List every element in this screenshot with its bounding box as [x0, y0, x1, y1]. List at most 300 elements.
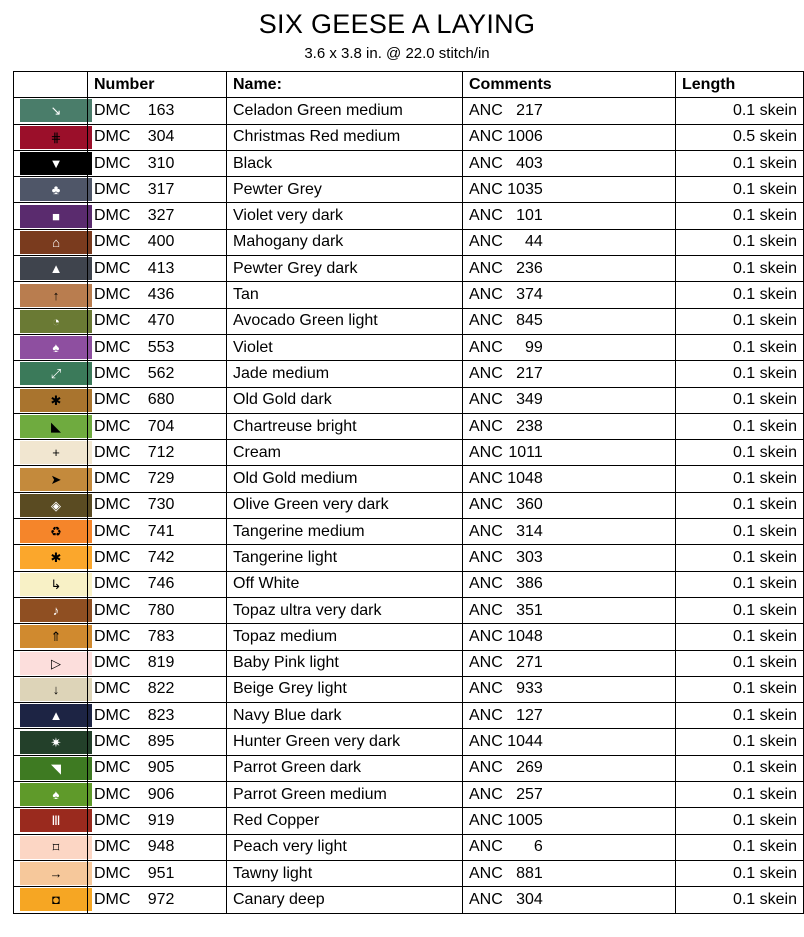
- thread-name: Canary deep: [227, 887, 463, 913]
- stitch-symbol-icon: ✱: [50, 550, 62, 566]
- anchor-prefix: ANC: [469, 759, 503, 777]
- thread-number: 746: [147, 575, 175, 593]
- thread-name: Cream: [227, 440, 463, 466]
- anchor-number: 271: [516, 654, 543, 672]
- stitch-symbol-icon: ■: [52, 208, 60, 224]
- color-swatch: [20, 704, 92, 727]
- comments-cell: [463, 597, 676, 623]
- anchor-number: 1048: [507, 627, 543, 645]
- anchor-number: 314: [516, 522, 543, 540]
- anchor-number: 1035: [507, 180, 543, 198]
- thread-name: Old Gold medium: [227, 466, 463, 492]
- color-swatch: [20, 625, 92, 648]
- comments-cell: [463, 440, 676, 466]
- thread-brand: DMC: [94, 128, 131, 146]
- anchor-number: 1005: [507, 811, 543, 829]
- thread-number: 823: [147, 706, 175, 724]
- thread-brand: DMC: [94, 338, 131, 356]
- comments-cell: [463, 650, 676, 676]
- table-row: [14, 782, 804, 808]
- thread-brand: DMC: [94, 391, 131, 409]
- thread-length: 0.1 skein: [676, 229, 804, 255]
- thread-name: Off White: [227, 571, 463, 597]
- thread-brand: DMC: [94, 417, 131, 435]
- stitch-symbol-icon: ▼: [49, 156, 63, 172]
- thread-name: Jade medium: [227, 361, 463, 387]
- thread-brand: DMC: [94, 312, 131, 330]
- page-subtitle: 3.6 x 3.8 in. @ 22.0 stitch/in: [304, 45, 490, 62]
- thread-number: 783: [147, 627, 175, 645]
- thread-number: 951: [147, 864, 175, 882]
- table-row: [14, 440, 804, 466]
- symbol-cell: [14, 782, 88, 808]
- thread-number: 895: [147, 733, 175, 751]
- anchor-number: 351: [516, 601, 543, 619]
- number-cell: [88, 703, 227, 729]
- comments-cell: [463, 545, 676, 571]
- number-cell: [88, 860, 227, 886]
- comments-cell: [463, 571, 676, 597]
- anchor-prefix: ANC: [469, 680, 503, 698]
- thread-name: Black: [227, 150, 463, 176]
- number-cell: [88, 887, 227, 913]
- comments-cell: [463, 624, 676, 650]
- comments-cell: [463, 177, 676, 203]
- color-swatch: [20, 599, 92, 622]
- stitch-symbol-icon: ↓: [52, 681, 60, 697]
- thread-length: 0.1 skein: [676, 282, 804, 308]
- thread-brand: DMC: [94, 575, 131, 593]
- thread-number: 729: [147, 470, 175, 488]
- thread-name: Chartreuse bright: [227, 413, 463, 439]
- stitch-symbol-icon: ◥: [51, 760, 61, 776]
- thread-brand: DMC: [94, 470, 131, 488]
- symbol-cell: [14, 334, 88, 360]
- anchor-prefix: ANC: [469, 364, 503, 382]
- stitch-symbol-icon: ⇑: [50, 629, 62, 645]
- symbol-cell: [14, 387, 88, 413]
- anchor-number: 257: [516, 785, 543, 803]
- thread-name: Tangerine light: [227, 545, 463, 571]
- number-cell: [88, 676, 227, 702]
- thread-number: 553: [147, 338, 175, 356]
- symbol-cell: [14, 650, 88, 676]
- anchor-prefix: ANC: [469, 654, 503, 672]
- thread-length: 0.1 skein: [676, 492, 804, 518]
- thread-brand: DMC: [94, 890, 131, 908]
- stitch-symbol-icon: ◘: [52, 892, 60, 908]
- thread-name: Celadon Green medium: [227, 98, 463, 124]
- anchor-prefix: ANC: [469, 838, 503, 856]
- comments-cell: [463, 729, 676, 755]
- color-swatch: [20, 178, 92, 201]
- anchor-prefix: ANC: [469, 259, 503, 277]
- comments-cell: [463, 361, 676, 387]
- symbol-cell: [14, 676, 88, 702]
- color-swatch: [20, 573, 92, 596]
- color-swatch: [20, 257, 92, 280]
- stitch-symbol-icon: ↳: [50, 576, 62, 592]
- symbol-cell: [14, 571, 88, 597]
- thread-length: 0.1 skein: [676, 887, 804, 913]
- color-swatch: [20, 520, 92, 543]
- color-swatch: [20, 152, 92, 175]
- anchor-number: 881: [516, 864, 543, 882]
- number-cell: [88, 124, 227, 150]
- thread-name: Olive Green very dark: [227, 492, 463, 518]
- number-cell: [88, 755, 227, 781]
- thread-length: 0.1 skein: [676, 729, 804, 755]
- table-row: [14, 98, 804, 124]
- anchor-number: 6: [533, 838, 543, 856]
- comments-cell: [463, 308, 676, 334]
- thread-length: 0.1 skein: [676, 755, 804, 781]
- comments-cell: [463, 834, 676, 860]
- symbol-cell: [14, 229, 88, 255]
- table-row: [14, 150, 804, 176]
- anchor-number: 1006: [507, 128, 543, 146]
- thread-number: 704: [147, 417, 175, 435]
- comments-cell: [463, 229, 676, 255]
- thread-brand: DMC: [94, 101, 131, 119]
- thread-brand: DMC: [94, 522, 131, 540]
- thread-brand: DMC: [94, 811, 131, 829]
- anchor-prefix: ANC: [469, 496, 503, 514]
- stitch-symbol-icon: ♻: [50, 524, 62, 540]
- number-cell: [88, 597, 227, 623]
- stitch-symbol-icon: +: [52, 445, 60, 461]
- thread-length: 0.1 skein: [676, 98, 804, 124]
- table-row: [14, 834, 804, 860]
- thread-brand: DMC: [94, 496, 131, 514]
- color-swatch: [20, 362, 92, 385]
- color-swatch: [20, 99, 92, 122]
- column-header-number: Number: [88, 72, 227, 98]
- thread-length: 0.1 skein: [676, 545, 804, 571]
- thread-brand: DMC: [94, 259, 131, 277]
- thread-brand: DMC: [94, 233, 131, 251]
- stitch-symbol-icon: ◈: [51, 497, 61, 513]
- anchor-prefix: ANC: [469, 522, 503, 540]
- anchor-number: 349: [516, 391, 543, 409]
- comments-cell: [463, 782, 676, 808]
- comments-cell: [463, 256, 676, 282]
- thread-brand: DMC: [94, 654, 131, 672]
- thread-number: 741: [147, 522, 175, 540]
- anchor-number: 933: [516, 680, 543, 698]
- anchor-number: 304: [516, 890, 543, 908]
- anchor-prefix: ANC: [469, 180, 503, 198]
- anchor-number: 217: [516, 101, 543, 119]
- number-cell: [88, 98, 227, 124]
- anchor-prefix: ANC: [469, 785, 503, 803]
- thread-length: 0.1 skein: [676, 150, 804, 176]
- thread-number: 680: [147, 391, 175, 409]
- number-cell: [88, 519, 227, 545]
- thread-length: 0.1 skein: [676, 624, 804, 650]
- anchor-number: 236: [516, 259, 543, 277]
- table-row: [14, 203, 804, 229]
- color-swatch: [20, 757, 92, 780]
- table-row: [14, 519, 804, 545]
- anchor-prefix: ANC: [469, 706, 503, 724]
- thread-brand: DMC: [94, 759, 131, 777]
- color-swatch: [20, 205, 92, 228]
- table-row: [14, 887, 804, 913]
- thread-number: 822: [147, 680, 175, 698]
- symbol-cell: [14, 519, 88, 545]
- thread-length: 0.1 skein: [676, 203, 804, 229]
- anchor-prefix: ANC: [469, 312, 503, 330]
- color-swatch: [20, 652, 92, 675]
- color-swatch: [20, 468, 92, 491]
- anchor-number: 360: [516, 496, 543, 514]
- thread-length: 0.1 skein: [676, 519, 804, 545]
- comments-cell: [463, 282, 676, 308]
- thread-length: 0.1 skein: [676, 334, 804, 360]
- anchor-prefix: ANC: [469, 286, 503, 304]
- number-cell: [88, 387, 227, 413]
- color-swatch: [20, 546, 92, 569]
- color-swatch: [20, 678, 92, 701]
- anchor-number: 1011: [508, 443, 543, 461]
- stitch-symbol-icon: ▷: [51, 655, 61, 671]
- color-swatch: [20, 441, 92, 464]
- anchor-prefix: ANC: [469, 443, 503, 461]
- comments-cell: [463, 860, 676, 886]
- table-row: [14, 597, 804, 623]
- thread-name: Old Gold dark: [227, 387, 463, 413]
- thread-number: 819: [147, 654, 175, 672]
- table-row: [14, 177, 804, 203]
- number-cell: [88, 203, 227, 229]
- anchor-number: 238: [516, 417, 543, 435]
- comments-cell: [463, 676, 676, 702]
- thread-length: 0.1 skein: [676, 597, 804, 623]
- table-row: [14, 413, 804, 439]
- comments-cell: [463, 703, 676, 729]
- number-cell: [88, 492, 227, 518]
- color-swatch: [20, 888, 92, 911]
- symbol-cell: [14, 808, 88, 834]
- table-row: [14, 571, 804, 597]
- thread-brand: DMC: [94, 207, 131, 225]
- thread-number: 470: [147, 312, 175, 330]
- anchor-prefix: ANC: [469, 101, 503, 119]
- stitch-symbol-icon: ✷: [50, 734, 62, 750]
- symbol-cell: [14, 177, 88, 203]
- stitch-symbol-icon: ▲: [49, 261, 63, 277]
- thread-name: Tawny light: [227, 860, 463, 886]
- symbol-cell: [14, 124, 88, 150]
- anchor-number: 101: [516, 207, 543, 225]
- symbol-cell: [14, 755, 88, 781]
- thread-name: Avocado Green light: [227, 308, 463, 334]
- color-swatch: [20, 415, 92, 438]
- number-cell: [88, 571, 227, 597]
- comments-cell: [463, 808, 676, 834]
- thread-name: Topaz medium: [227, 624, 463, 650]
- column-header-name: Name:: [227, 72, 463, 98]
- thread-number: 780: [147, 601, 175, 619]
- comments-cell: [463, 413, 676, 439]
- thread-brand: DMC: [94, 180, 131, 198]
- thread-number: 304: [147, 128, 175, 146]
- symbol-cell: [14, 361, 88, 387]
- thread-length: 0.5 skein: [676, 124, 804, 150]
- thread-brand: DMC: [94, 627, 131, 645]
- symbol-cell: [14, 545, 88, 571]
- symbol-cell: [14, 729, 88, 755]
- anchor-number: 303: [516, 548, 543, 566]
- number-cell: [88, 624, 227, 650]
- table-row: [14, 729, 804, 755]
- number-cell: [88, 229, 227, 255]
- thread-name: Christmas Red medium: [227, 124, 463, 150]
- color-swatch: [20, 336, 92, 359]
- table-row: [14, 308, 804, 334]
- thread-length: 0.1 skein: [676, 361, 804, 387]
- thread-name: Pewter Grey: [227, 177, 463, 203]
- anchor-prefix: ANC: [469, 811, 503, 829]
- symbol-cell: [14, 624, 88, 650]
- anchor-prefix: ANC: [469, 470, 503, 488]
- anchor-number: 845: [516, 312, 543, 330]
- thread-length: 0.1 skein: [676, 808, 804, 834]
- comments-cell: [463, 124, 676, 150]
- anchor-number: 44: [524, 233, 543, 251]
- thread-brand: DMC: [94, 601, 131, 619]
- thread-length: 0.1 skein: [676, 860, 804, 886]
- page-title: SIX GEESE A LAYING: [258, 9, 536, 39]
- thread-number: 310: [147, 154, 175, 172]
- thread-length: 0.1 skein: [676, 703, 804, 729]
- table-row: [14, 755, 804, 781]
- table-header-row: [14, 72, 804, 98]
- comments-cell: [463, 755, 676, 781]
- thread-brand: DMC: [94, 680, 131, 698]
- symbol-cell: [14, 203, 88, 229]
- symbol-cell: [14, 440, 88, 466]
- thread-name: Tan: [227, 282, 463, 308]
- stitch-symbol-icon: ◣: [51, 419, 61, 434]
- anchor-prefix: ANC: [469, 548, 503, 566]
- thread-name: Violet very dark: [227, 203, 463, 229]
- stitch-symbol-icon: ⤢: [50, 366, 62, 382]
- table-row: [14, 124, 804, 150]
- color-swatch: [20, 310, 92, 333]
- comments-cell: [463, 334, 676, 360]
- comments-cell: [463, 466, 676, 492]
- number-cell: [88, 650, 227, 676]
- comments-cell: [463, 519, 676, 545]
- color-swatch: [20, 126, 92, 149]
- stitch-symbol-icon: ▲: [49, 708, 63, 724]
- table-row: [14, 466, 804, 492]
- number-cell: [88, 413, 227, 439]
- table-row: [14, 808, 804, 834]
- anchor-prefix: ANC: [469, 601, 503, 619]
- thread-length: 0.1 skein: [676, 782, 804, 808]
- color-swatch: [20, 494, 92, 517]
- column-header-length: Length: [676, 72, 804, 98]
- comments-cell: [463, 150, 676, 176]
- anchor-number: 269: [516, 759, 543, 777]
- thread-number: 327: [147, 207, 175, 225]
- number-cell: [88, 334, 227, 360]
- thread-brand: DMC: [94, 838, 131, 856]
- table-row: [14, 860, 804, 886]
- thread-length: 0.1 skein: [676, 256, 804, 282]
- symbol-cell: [14, 282, 88, 308]
- table-row: [14, 676, 804, 702]
- thread-name: Peach very light: [227, 834, 463, 860]
- thread-length: 0.1 skein: [676, 308, 804, 334]
- anchor-prefix: ANC: [469, 233, 503, 251]
- stitch-symbol-icon: ♪: [52, 603, 60, 619]
- number-cell: [88, 440, 227, 466]
- number-cell: [88, 834, 227, 860]
- thread-number: 972: [147, 890, 175, 908]
- thread-name: Topaz ultra very dark: [227, 597, 463, 623]
- thread-name: Parrot Green dark: [227, 755, 463, 781]
- column-header-comments: Comments: [463, 72, 676, 98]
- anchor-number: 1048: [507, 470, 543, 488]
- color-swatch: [20, 809, 92, 832]
- symbol-cell: [14, 413, 88, 439]
- comments-cell: [463, 387, 676, 413]
- anchor-prefix: ANC: [469, 154, 503, 172]
- color-swatch: [20, 862, 92, 885]
- thread-length: 0.1 skein: [676, 571, 804, 597]
- thread-brand: DMC: [94, 864, 131, 882]
- thread-number: 919: [147, 811, 175, 829]
- thread-brand: DMC: [94, 286, 131, 304]
- anchor-prefix: ANC: [469, 864, 503, 882]
- color-swatch: [20, 731, 92, 754]
- table-body: [14, 98, 804, 913]
- anchor-prefix: ANC: [469, 338, 503, 356]
- thread-number: 163: [147, 101, 175, 119]
- number-cell: [88, 545, 227, 571]
- anchor-prefix: ANC: [469, 575, 503, 593]
- color-swatch: [20, 783, 92, 806]
- table-row: [14, 650, 804, 676]
- symbol-cell: [14, 256, 88, 282]
- thread-name: Violet: [227, 334, 463, 360]
- comments-cell: [463, 203, 676, 229]
- comments-cell: [463, 887, 676, 913]
- anchor-prefix: ANC: [469, 890, 503, 908]
- stitch-symbol-icon: ↘: [50, 103, 62, 119]
- thread-name: Pewter Grey dark: [227, 256, 463, 282]
- thread-length: 0.1 skein: [676, 676, 804, 702]
- number-cell: [88, 466, 227, 492]
- anchor-prefix: ANC: [469, 627, 503, 645]
- thread-length: 0.1 skein: [676, 834, 804, 860]
- thread-legend-table: [13, 71, 804, 914]
- symbol-cell: [14, 597, 88, 623]
- number-cell: [88, 256, 227, 282]
- table-row: [14, 282, 804, 308]
- table-row: [14, 229, 804, 255]
- number-cell: [88, 308, 227, 334]
- thread-brand: DMC: [94, 443, 131, 461]
- stitch-symbol-icon: ◔: [52, 313, 60, 329]
- stitch-symbol-icon: ♣: [51, 182, 61, 198]
- thread-number: 400: [147, 233, 175, 251]
- anchor-prefix: ANC: [469, 207, 503, 225]
